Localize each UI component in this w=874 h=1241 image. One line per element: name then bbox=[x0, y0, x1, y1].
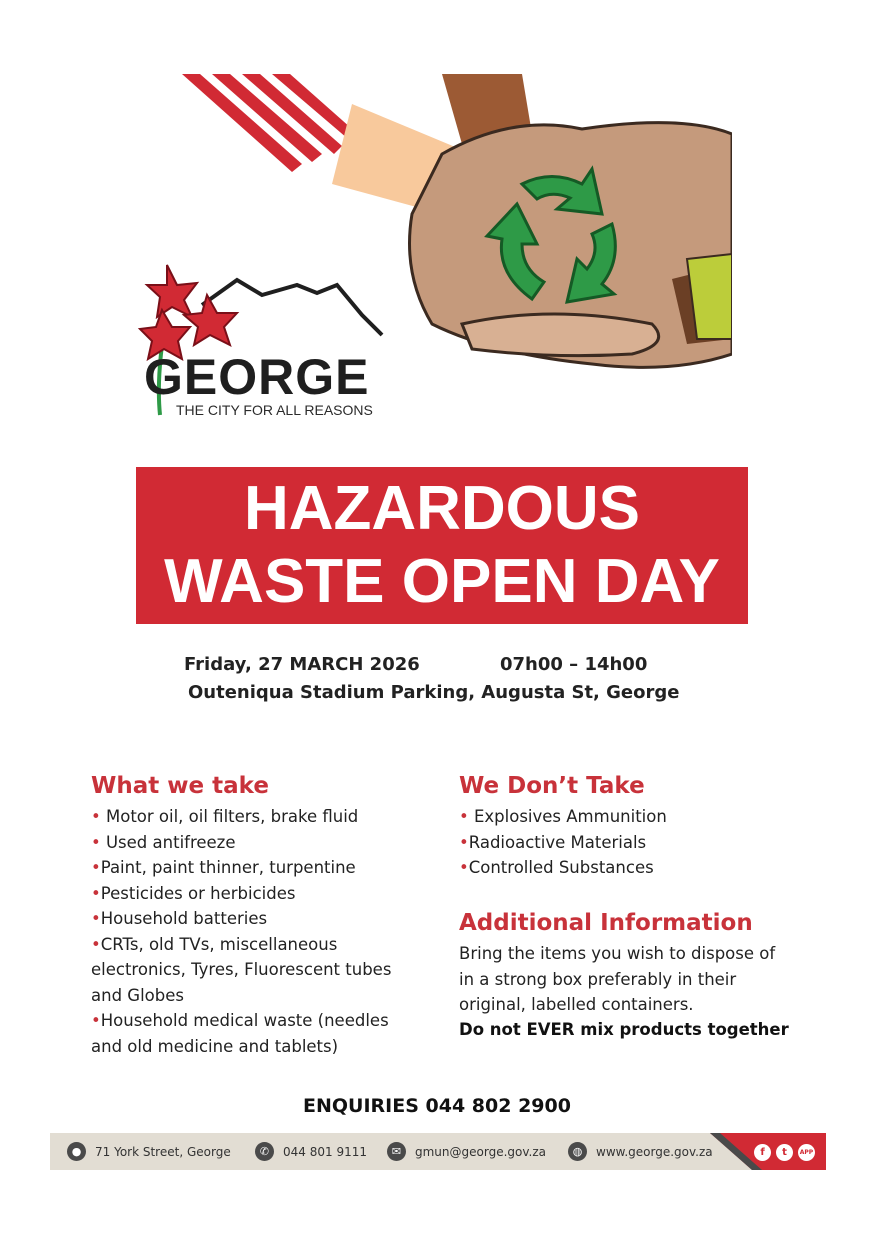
list-item: •Household medical waste (needles and old medicine and tablets) bbox=[91, 1011, 389, 1056]
list-item: • Explosives Ammunition bbox=[459, 807, 667, 826]
red-flowers bbox=[140, 265, 237, 359]
list-item: •Controlled Substances bbox=[459, 858, 654, 877]
striped-sleeve bbox=[170, 74, 362, 179]
footer-email[interactable]: ✉ gmun@george.gov.za bbox=[387, 1133, 546, 1170]
additional-info-heading: Additional Information bbox=[459, 910, 753, 936]
logo-wordmark: GEORGE bbox=[144, 349, 370, 405]
mountain-outline bbox=[202, 280, 382, 335]
facebook-icon[interactable]: f bbox=[754, 1144, 771, 1161]
list-item: •Household batteries bbox=[91, 909, 268, 928]
event-time: 07h00 – 14h00 bbox=[500, 654, 648, 675]
list-item: •Radioactive Materials bbox=[459, 832, 647, 852]
footer-contact-bar bbox=[50, 1133, 826, 1170]
title-line-2: WASTE OPEN DAY bbox=[164, 547, 720, 616]
app-icon[interactable]: APP bbox=[798, 1144, 815, 1161]
twitter-icon[interactable]: t bbox=[776, 1144, 793, 1161]
logo-tagline: THE CITY FOR ALL REASONS bbox=[176, 402, 373, 418]
mix-warning: Do not EVER mix products together bbox=[459, 1020, 789, 1039]
footer-address: ● 71 York Street, George bbox=[67, 1133, 231, 1170]
additional-info-text: Bring the items you wish to dispose of in a strong box preferably in their original, labelled containers. bbox=[459, 944, 776, 1014]
what-we-take-list bbox=[91, 804, 411, 1059]
list-item: •Paint, paint thinner, turpentine bbox=[91, 858, 356, 877]
phone-icon: ✆ bbox=[255, 1142, 274, 1161]
event-date: Friday, 27 MARCH 2026 bbox=[184, 654, 420, 675]
location-pin-icon: ● bbox=[67, 1142, 86, 1161]
globe-icon: ◍ bbox=[568, 1142, 587, 1161]
title-banner bbox=[136, 467, 748, 624]
footer-phone: ✆ 044 801 9111 bbox=[255, 1133, 367, 1170]
what-we-take-heading: What we take bbox=[91, 773, 269, 799]
footer-website[interactable]: ◍ www.george.gov.za bbox=[568, 1133, 713, 1170]
we-dont-take-list bbox=[459, 804, 799, 881]
list-item: •Pesticides or herbicides bbox=[91, 883, 296, 903]
list-item: • Used antifreeze bbox=[91, 832, 236, 852]
list-item: •CRTs, old TVs, miscellaneous electronics, Tyres, Fluorescent tubes and Globes bbox=[91, 934, 392, 1005]
envelope-icon: ✉ bbox=[387, 1142, 406, 1161]
list-item: • Motor oil, oil filters, brake fluid bbox=[91, 807, 359, 826]
enquiries-line: ENQUIRIES 044 802 2900 bbox=[303, 1095, 571, 1117]
hand-lower bbox=[462, 314, 659, 356]
we-dont-take-heading: We Don’t Take bbox=[459, 773, 645, 799]
title-line-1: HAZARDOUS bbox=[243, 474, 641, 543]
event-location: Outeniqua Stadium Parking, Augusta St, George bbox=[188, 682, 680, 703]
